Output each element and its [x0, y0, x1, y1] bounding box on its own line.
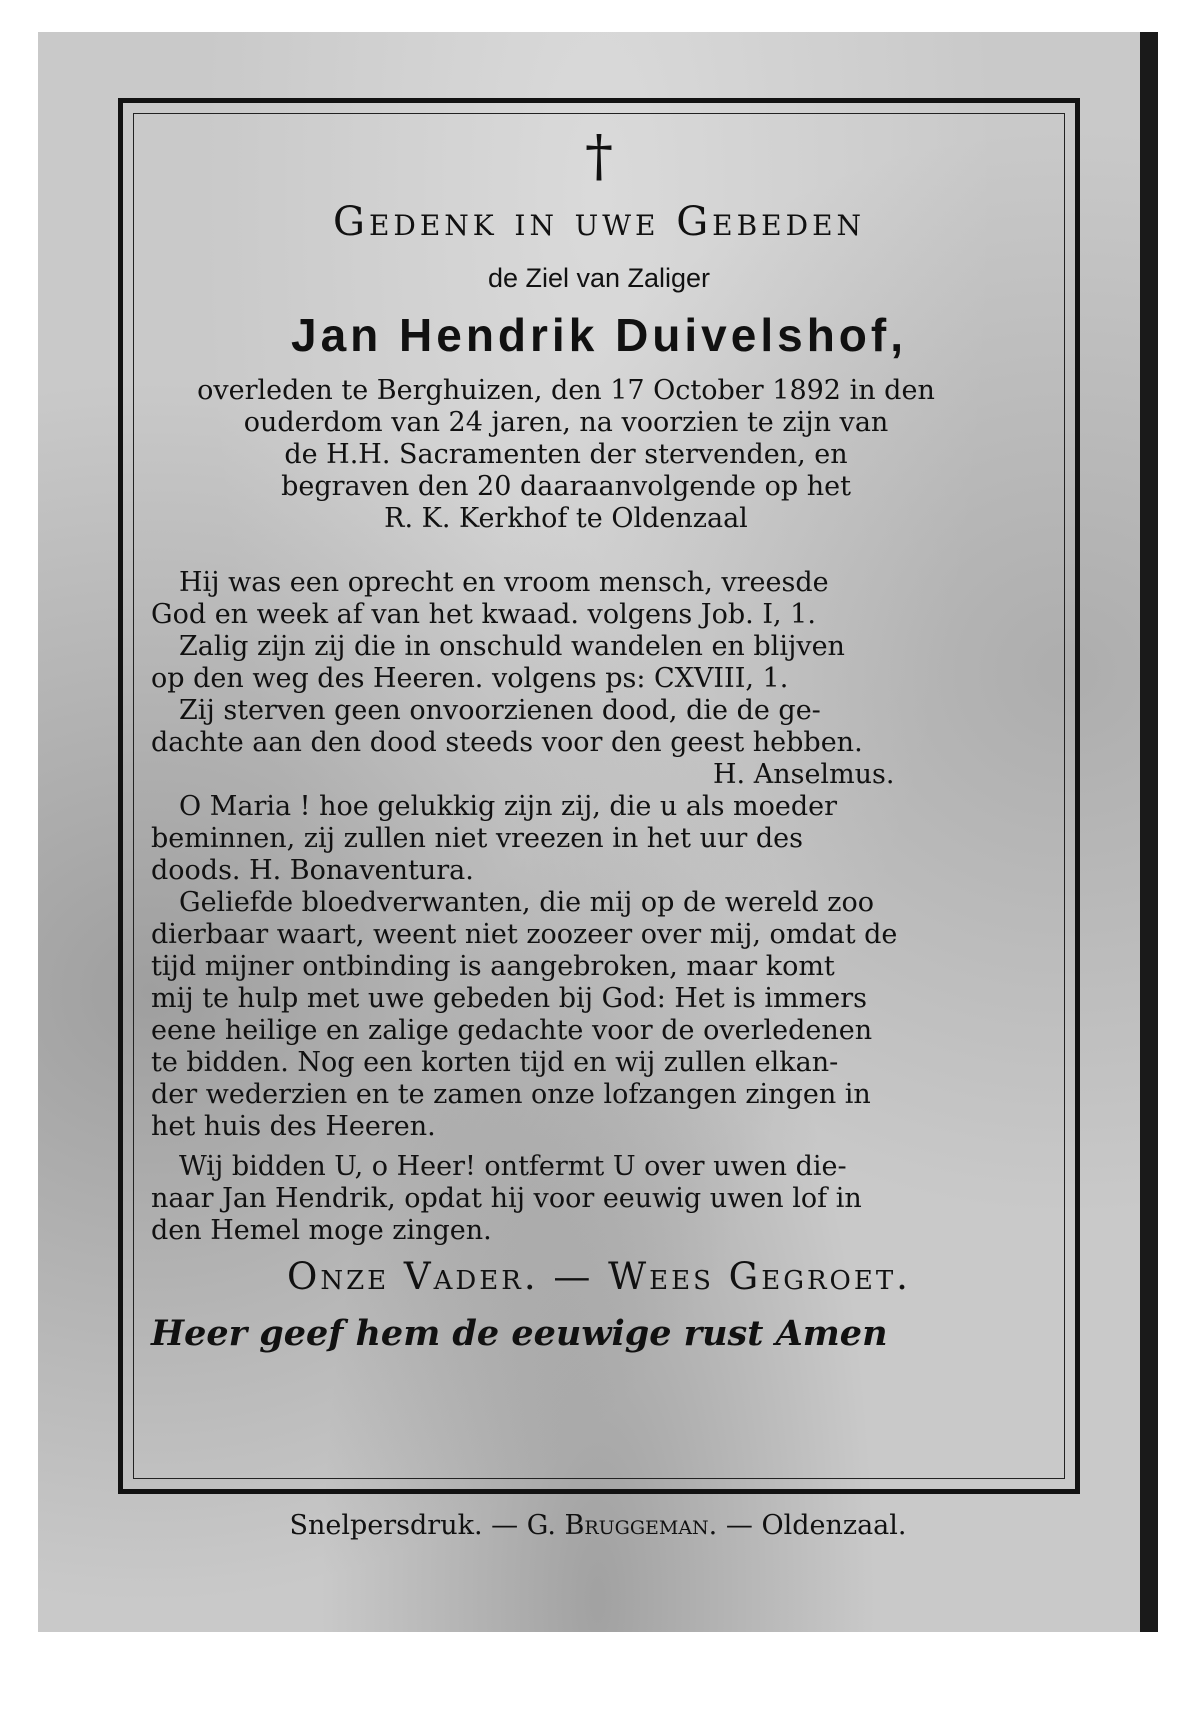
- body-line: beminnen, zij zullen niet vreezen in het uur des: [151, 823, 803, 854]
- memorial-card: [38, 32, 1158, 1632]
- body-line: op den weg des Heeren. volgens ps: CXVIII, 1.: [151, 663, 789, 694]
- intro-line: overleden te Berghuizen, den 17 October 1892 in den: [197, 375, 935, 406]
- body-line: dachte aan den dood steeds voor den geest hebben.: [151, 727, 863, 758]
- body-line-attribution: H. Anselmus.: [713, 759, 895, 790]
- card-edge-shadow: [1140, 32, 1158, 1632]
- deceased-name: Jan Hendrik Duivelshof,: [290, 309, 907, 361]
- printer-method: Snelpersdruk. —: [289, 1510, 519, 1541]
- body-line: God en week af van het kwaad. volgens Job. I, 1.: [151, 599, 816, 630]
- body-line: den Hemel moge zingen.: [151, 1215, 492, 1246]
- intro-line: begraven den 20 daaraanvolgende op het: [281, 471, 851, 502]
- printer-imprint: [38, 1510, 1158, 1541]
- body-line: te bidden. Nog een korten tijd en wij zullen elkan-: [151, 1047, 839, 1078]
- body-line: mij te hulp met uwe gebeden bij God: Het is immers: [151, 983, 867, 1014]
- card-subheading: de Ziel van Zaliger: [487, 263, 711, 293]
- intro-line: ouderdom van 24 jaren, na voorzien te zijn van: [243, 407, 889, 438]
- printer-name: G. Bruggeman.: [526, 1510, 718, 1541]
- printer-city: — Oldenzaal.: [725, 1510, 907, 1541]
- body-line: Zij sterven geen onvoorzienen dood, die de ge-: [179, 695, 821, 726]
- body-line: O Maria ! hoe gelukkig zijn zij, die u als moeder: [179, 791, 838, 822]
- body-line: tijd mijner ontbinding is aangebroken, maar komt: [151, 951, 835, 982]
- body-line: der wederzien en te zamen onze lofzangen zingen in: [151, 1079, 871, 1110]
- card-heading: Gedenk in uwe Gebeden: [332, 199, 866, 245]
- cross-icon: †: [585, 124, 613, 189]
- body-line: Geliefde bloedverwanten, die mij op de wereld zoo: [179, 887, 875, 918]
- body-line: Wij bidden U, o Heer! ontfermt U over uwen die-: [179, 1151, 847, 1182]
- intro-line: R. K. Kerkhof te Oldenzaal: [384, 503, 748, 534]
- body-line: eene heilige en zalige gedachte voor de overledenen: [151, 1015, 873, 1046]
- body-line: het huis des Heeren.: [151, 1111, 436, 1142]
- intro-line: de H.H. Sacramenten der stervenden, en: [284, 439, 848, 470]
- body-line: naar Jan Hendrik, opdat hij voor eeuwig uwen lof in: [151, 1183, 862, 1214]
- black-border-frame: [118, 98, 1080, 1494]
- body-line: Hij was een oprecht en vroom mensch, vreesde: [179, 567, 829, 598]
- body-line: dierbaar waart, weent niet zoozeer over mij, omdat de: [151, 919, 898, 950]
- body-line: doods. H. Bonaventura.: [151, 855, 474, 886]
- eternal-rest-line: Heer geef hem de eeuwige rust Amen: [151, 1313, 888, 1354]
- prayer-line: Onze Vader. — Wees Gegroet.: [287, 1255, 911, 1298]
- body-line: Zalig zijn zij die in onschuld wandelen en blijven: [179, 631, 845, 662]
